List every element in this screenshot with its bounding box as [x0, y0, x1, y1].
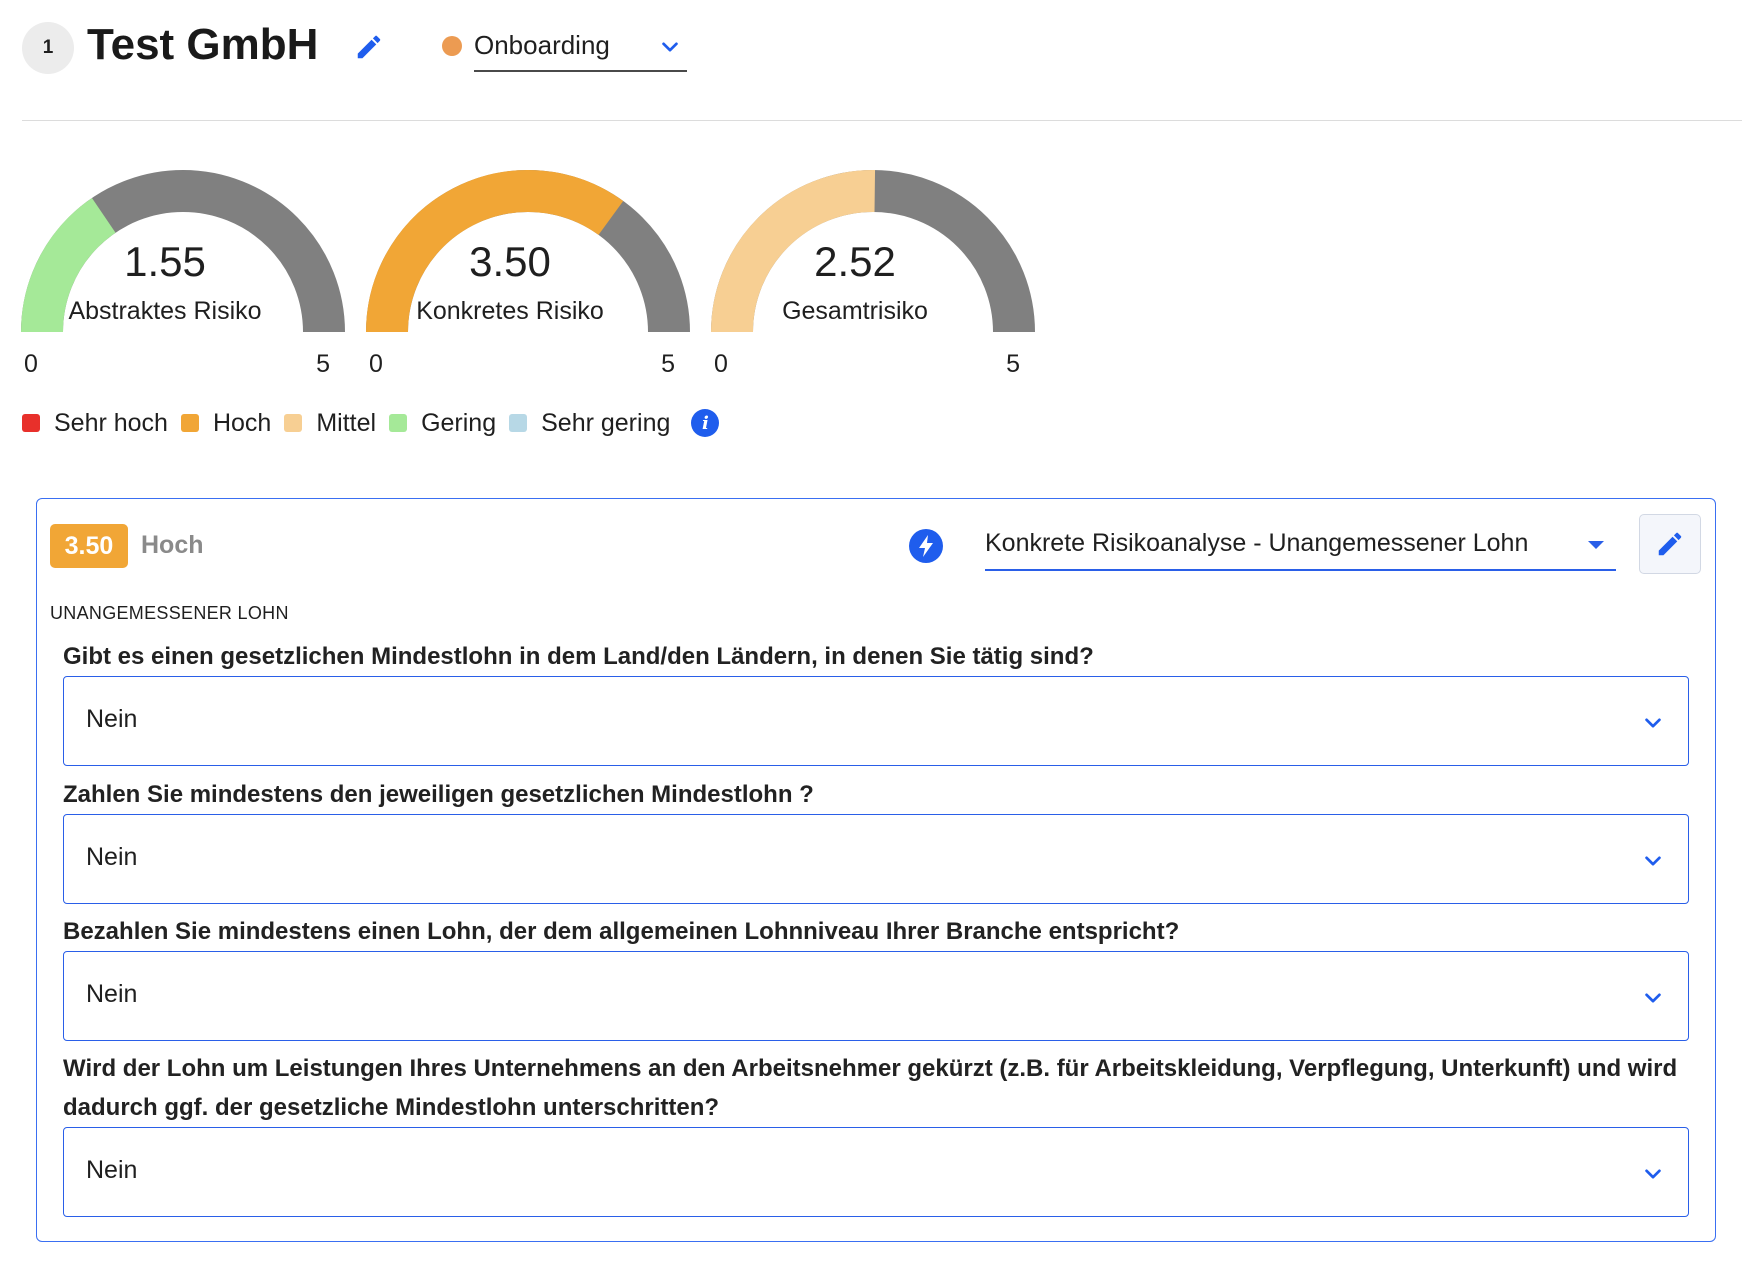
question-label: Zahlen Sie mindestens den jeweiligen gesetzlichen Mindestlohn ?: [63, 781, 814, 808]
legend-swatch: [389, 414, 407, 432]
legend-item-mittel: [284, 409, 376, 438]
legend-item-sehr-gering: [509, 409, 670, 438]
gauge-concrete-risk: [345, 150, 675, 390]
risk-level-label: Hoch: [141, 531, 204, 559]
gauge-min: 0: [24, 350, 38, 378]
gauge-label: Konkretes Risiko: [416, 297, 604, 325]
analysis-select-value: Konkrete Risikoanalyse - Unangemessener Lohn: [985, 529, 1529, 557]
legend-label: Mittel: [316, 408, 377, 437]
gauge-max: 5: [661, 350, 675, 378]
edit-analysis-button[interactable]: [1639, 514, 1701, 574]
company-title: Test GmbH: [87, 20, 319, 69]
answer-select[interactable]: [63, 676, 1689, 766]
gauge-max: 5: [316, 350, 330, 378]
legend-label: Sehr hoch: [54, 408, 168, 437]
pencil-icon: [354, 32, 384, 62]
gauge-min: 0: [369, 350, 383, 378]
question-label: Wird der Lohn um Leistungen Ihres Unternehmens an den Arbeitsnehmer gekürzt (z.B. für Arbeitskleidung, Verpflegung, Unterkunft) und wird dadurch ggf. der gesetzliche Mindestlohn unterschritten?: [63, 1055, 1678, 1121]
legend-label: Hoch: [212, 408, 272, 437]
risk-analysis-card: [36, 498, 1716, 1242]
gauge-value: 3.50: [469, 238, 551, 285]
answer-value: Nein: [86, 1156, 138, 1184]
analysis-select[interactable]: [985, 519, 1616, 571]
legend-label: Sehr gering: [541, 408, 671, 437]
chevron-down-icon: [1642, 712, 1664, 734]
bolt-glyph: [909, 529, 943, 563]
gauge-min: 0: [714, 350, 728, 378]
legend-swatch: [22, 414, 40, 432]
header-divider: [22, 120, 1742, 121]
answer-select[interactable]: [63, 814, 1689, 904]
question-label: Gibt es einen gesetzlichen Mindestlohn in dem Land/den Ländern, in denen Sie tätig sind?: [63, 643, 1094, 670]
answer-select[interactable]: [63, 951, 1689, 1041]
gauge-value: 1.55: [124, 238, 206, 285]
pencil-icon: [1655, 529, 1685, 559]
section-title: UNANGEMESSENER LOHN: [50, 603, 289, 623]
chevron-down-icon: [659, 36, 681, 58]
gauge-label: Abstraktes Risiko: [68, 297, 262, 325]
chevron-down-icon: [1642, 850, 1664, 872]
answer-value: Nein: [86, 980, 138, 1008]
legend-swatch: [509, 414, 527, 432]
gauge-value: 2.52: [814, 238, 896, 285]
status-dot: [442, 36, 462, 56]
legend-swatch: [284, 414, 302, 432]
score-badge: 3.50: [50, 524, 128, 568]
status-value: Onboarding: [474, 30, 610, 60]
risk-legend: [22, 405, 719, 441]
question-label: Bezahlen Sie mindestens einen Lohn, der dem allgemeinen Lohnniveau Ihrer Branche entspricht?: [63, 918, 1180, 945]
risk-gauges: [0, 150, 1100, 390]
legend-item-sehr-hoch: [22, 409, 168, 438]
legend-item-hoch: [181, 409, 271, 438]
company-number-badge: 1: [22, 22, 74, 74]
caret-down-icon: [1588, 541, 1604, 549]
chevron-down-icon: [1642, 1163, 1664, 1185]
chevron-down-icon: [1642, 987, 1664, 1009]
gauge-total-risk: [690, 150, 1020, 390]
edit-company-button[interactable]: [354, 32, 384, 62]
answer-value: Nein: [86, 843, 138, 871]
legend-swatch: [181, 414, 199, 432]
legend-item-gering: [389, 409, 496, 438]
legend-label: Gering: [421, 408, 497, 437]
info-icon[interactable]: i: [691, 409, 719, 437]
answer-select[interactable]: [63, 1127, 1689, 1217]
page-header: [0, 0, 1742, 121]
gauge-abstract-risk: [0, 150, 330, 390]
answer-value: Nein: [86, 705, 138, 733]
lightning-icon[interactable]: [909, 529, 943, 563]
gauge-label: Gesamtrisiko: [782, 297, 928, 325]
gauge-max: 5: [1006, 350, 1020, 378]
status-select[interactable]: [474, 20, 687, 72]
